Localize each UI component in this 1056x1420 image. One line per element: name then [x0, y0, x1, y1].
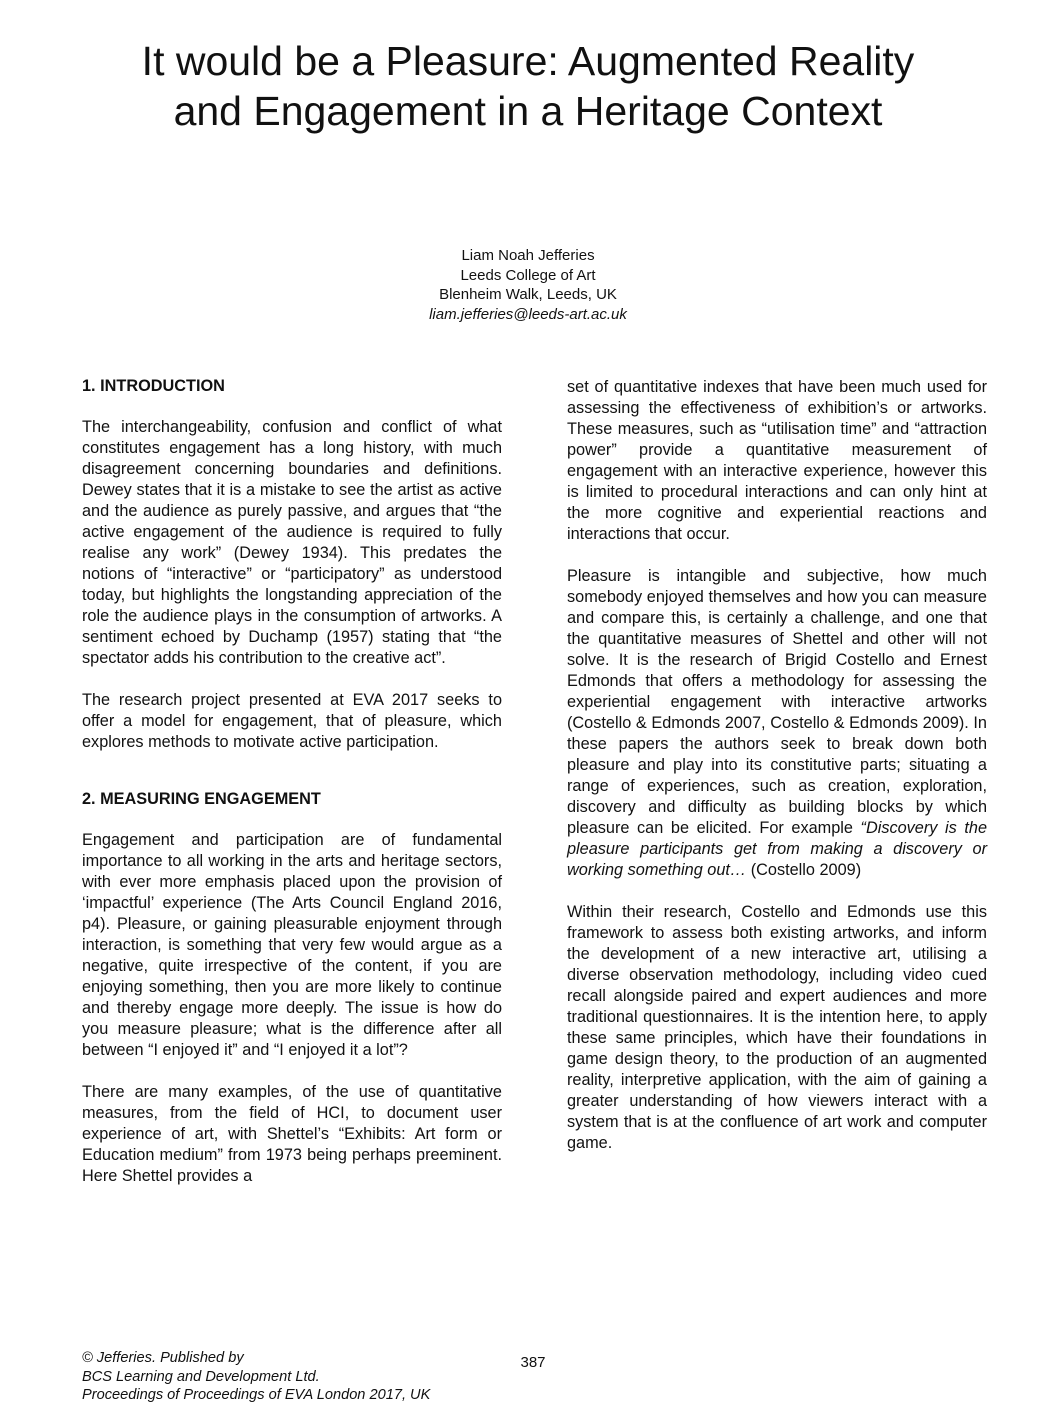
paragraph-4-quote: “Discovery is the pleasure participants get from making a discovery or working something out…: [567, 819, 987, 879]
publication-footer: [82, 1349, 522, 1405]
section-heading-measuring-engagement: 2. MEASURING ENGAGEMENT: [82, 790, 321, 808]
footer-publisher: BCS Learning and Development Ltd.: [82, 1368, 320, 1385]
title-line-1: It would be a Pleasure: Augmented Reality: [141, 38, 915, 84]
measuring-paragraph-3: set of quantitative indexes that have been much used for assessing the effectiveness of exhibition’s or artworks. These measures, such as “utilisation time” and “attraction power” provide a quantitative measurement of engagement with an interactive experience, however this is limited to procedural interactions and can only hint at the more cognitive and experiential reactions and interactions that occur.: [567, 378, 987, 543]
title-line-2: and Engagement in a Heritage Context: [173, 88, 883, 134]
paper-title: [60, 36, 996, 136]
measuring-paragraph-4: [567, 566, 987, 881]
intro-paragraph-2: The research project presented at EVA 2017 seeks to offer a model for engagement, that of pleasure, which explores methods to motivate active participation.: [82, 691, 502, 751]
author-affiliation: Leeds College of Art: [460, 266, 596, 284]
author-name: Liam Noah Jefferies: [461, 247, 595, 264]
measuring-paragraph-1: Engagement and participation are of fundamental importance to all working in the arts and heritage sectors, with ever more emphasis placed upon the provision of ‘impactful’ experience (The Arts Council England 2016, p4). Pleasure, or gaining pleasurable enjoyment through interaction, is something that very few would argue as a negative, quite irrespective of the content, if you are enjoying something, then you are more likely to continue and thereby engage more deeply. The issue is how do you measure pleasure; what is the difference after all between “I enjoyed it” and “I enjoyed it a lot”?: [82, 831, 502, 1059]
left-column: [82, 376, 502, 1208]
section-heading-introduction: 1. INTRODUCTION: [82, 377, 225, 395]
author-email: liam.jefferies@leeds-art.ac.uk: [429, 305, 627, 323]
measuring-paragraph-5: Within their research, Costello and Edmonds use this framework to assess both existing artworks, and inform the development of a new interactive art, utilising a diverse observation methodology, including video cued recall alongside paired and expert audiences and more traditional questionnaires. It is the intention here, to apply these same principles, which have their foundations in game design theory, to the production of an augmented reality, interpretive application, with the aim of gaining a greater understanding of how viewers interact with a system that is at the confluence of art work and computer game.: [567, 903, 987, 1152]
right-column: [567, 377, 987, 1175]
measuring-paragraph-2: There are many examples, of the use of quantitative measures, from the field of HCI, to document user experience of art, with Shettel’s “Exhibits: Art form or Education medium” from 1973 being perhaps preeminent. Here Shettel provides a: [82, 1083, 502, 1185]
paragraph-4-text: Pleasure is intangible and subjective, how much somebody enjoyed themselves and how you can measure and compare this, is certainly a challenge, and one that the quantitative measures of Shettel and other will not solve. It is the research of Brigid Costello and Ernest Edmonds that offers a methodology for assessing the experiential engagement with interactive artworks (Costello & Edmonds 2007, Costello & Edmonds 2009). In these papers the authors seek to break down both pleasure and play into its constitutive parts; situating a range of experiences, such as creation, exploration, discovery and difficulty as building blocks by which pleasure can be elicited. For example: [567, 567, 987, 837]
author-address: Blenheim Walk, Leeds, UK: [439, 286, 617, 303]
footer-proceedings: Proceedings of Proceedings of EVA London 2017, UK: [82, 1387, 431, 1403]
footer-copyright: © Jefferies. Published by: [82, 1350, 244, 1366]
intro-paragraph-1: The interchangeability, confusion and conflict of what constitutes engagement has a long history, with much disagreement concerning boundaries and definitions. Dewey states that it is a mistake to see the artist as active and the audience as purely passive, and argues that “the active engagement of the audience is required to fully realise any work” (Dewey 1934). This predates the notions of “interactive” or “participatory” as understood today, but highlights the longstanding appreciation of the role the audience plays in the consumption of artworks. A sentiment echoed by Duchamp (1957) stating that “the spectator adds his contribution to the creative act”.: [82, 418, 502, 667]
paragraph-4-citation: (Costello 2009): [746, 861, 862, 879]
page-number: 387: [520, 1354, 546, 1371]
author-block: [328, 246, 728, 324]
